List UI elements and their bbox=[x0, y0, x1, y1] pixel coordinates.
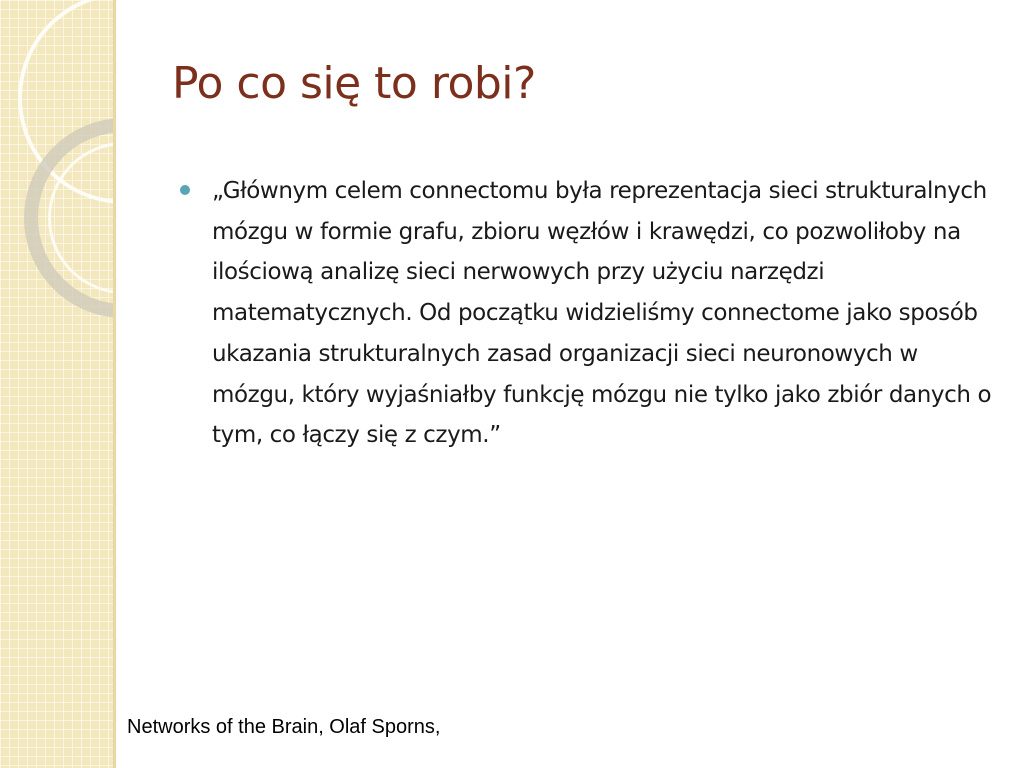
bullet-item bbox=[178, 171, 998, 456]
side-panel-divider bbox=[113, 0, 116, 768]
source-citation: Networks of the Brain, Olaf Sporns, bbox=[127, 716, 441, 738]
decorative-side-panel bbox=[0, 0, 113, 768]
bullet-dot-icon bbox=[180, 185, 190, 195]
slide-title: Po co się to robi? bbox=[172, 58, 536, 109]
quote-text: „Głównym celem connectomu była reprezentacja sieci strukturalnych mózgu w formie grafu, zbioru węzłów i krawędzi, co pozwoliłoby na ilościową analizę sieci nerwowych przy użyciu narzędzi matematycznych. Od początku widzieliśmy connectome jako sposób ukazania strukturalnych zasad organizacji sieci neuronowych w mózgu, który wyjaśniałby funkcję mózgu nie tylko jako zbiór danych o tym, co łączy się z czym.” bbox=[212, 178, 992, 449]
slide-content bbox=[178, 171, 998, 456]
